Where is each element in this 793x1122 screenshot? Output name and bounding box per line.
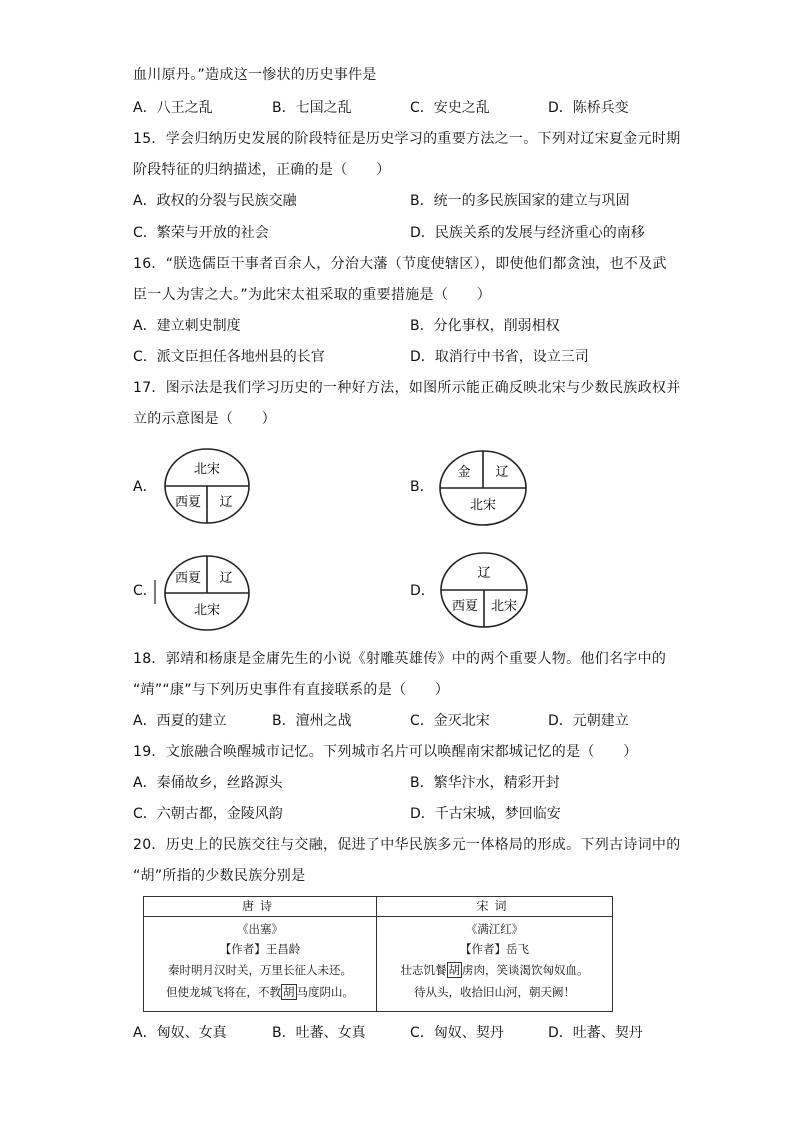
q17-b-top-right: 辽 <box>495 465 509 480</box>
q15-text-line2: 阶段特征的归纳描述，正确的是（ ） <box>133 162 391 178</box>
q17-diagram-c <box>152 554 252 632</box>
q17-c-bottom: 北宋 <box>193 603 221 618</box>
q20-text-line2: “胡”所指的少数民族分别是 <box>133 868 306 884</box>
song-ci-column <box>377 897 612 1011</box>
tang-poem-header: 唐诗 <box>144 897 376 917</box>
q14-option-c: C．安史之乱 <box>410 100 490 116</box>
q20-option-b: B．吐蕃、女真 <box>272 1025 366 1041</box>
q17-option-a-label: A． <box>133 479 157 495</box>
tang-poem-line1: 秦时明月汉时关，万里长征人未还。 <box>168 963 352 977</box>
q18-option-d: D．元朝建立 <box>548 713 629 729</box>
q17-a-bottom-left: 西夏 <box>174 495 202 510</box>
q16-option-c: C．派文臣担任各地州县的长官 <box>133 349 325 365</box>
q14-option-b: B．七国之乱 <box>272 100 352 116</box>
tang-poem-author: 【作者】王昌龄 <box>219 942 301 956</box>
q17-a-bottom-right: 辽 <box>219 495 233 510</box>
q17-b-top-left: 金 <box>457 465 471 480</box>
song-ci-line1-b: 虏肉，笑谈渴饮匈奴血。 <box>462 963 589 977</box>
q15-option-b: B．统一的多民族国家的建立与巩固 <box>410 193 630 209</box>
q20-option-c: C．匈奴、契丹 <box>410 1025 504 1041</box>
q19-option-b: B．繁华汴水，精彩开封 <box>410 775 560 791</box>
q19-option-a: A．秦俑故乡，丝路源头 <box>133 775 283 791</box>
q19-text-line1: 19．文旅融合唤醒城市记忆。下列城市名片可以唤醒南宋都城记忆的是（ ） <box>133 744 638 760</box>
tang-poem-line2 <box>144 985 376 999</box>
q17-option-c-label: C． <box>133 583 157 599</box>
q17-text-line1: 17．图示法是我们学习历史的一种好方法，如图所示能正确反映北宋与少数民族政权并 <box>133 380 681 396</box>
q17-diagram-a <box>162 447 252 525</box>
tang-poem-line2-a: 但使龙城飞将在，不教 <box>166 985 281 999</box>
tang-poem-column <box>144 897 377 1011</box>
q17-diagram-b <box>437 449 529 527</box>
tang-poem-title: 《出塞》 <box>237 922 283 936</box>
q17-option-d-label: D． <box>410 583 435 599</box>
song-ci-line2: 待从头，收拾旧山河，朝天阙！ <box>414 985 575 999</box>
q19-option-c: C．六朝古都，金陵风韵 <box>133 806 283 822</box>
q16-option-a: A．建立刺史制度 <box>133 318 241 334</box>
q18-text-line2: “靖”“康”与下列历史事件有直接联系的是（ ） <box>133 682 450 698</box>
q20-option-a: A．匈奴、女真 <box>133 1025 227 1041</box>
q14-text: 血川原丹。”造成这一惨状的历史事件是 <box>133 67 377 83</box>
q16-option-b: B．分化事权，削弱相权 <box>410 318 560 334</box>
q17-text-line2: 立的示意图是（ ） <box>133 411 276 427</box>
q15-option-a: A．政权的分裂与民族交融 <box>133 193 297 209</box>
q14-option-d: D．陈桥兵变 <box>548 100 629 116</box>
q20-option-d: D．吐蕃、契丹 <box>548 1025 643 1041</box>
song-ci-author: 【作者】岳飞 <box>460 942 529 956</box>
q17-a-top: 北宋 <box>193 462 221 477</box>
song-ci-hu-boxed: 胡 <box>448 963 460 977</box>
song-ci-line1-a: 壮志饥餐 <box>400 963 447 977</box>
q15-text-line1: 15．学会归纳历史发展的阶段特征是历史学习的重要方法之一。下列对辽宋夏金元时期 <box>133 131 681 147</box>
q19-option-d: D．千古宋城，梦回临安 <box>410 806 561 822</box>
q16-option-d: D．取消行中书省，设立三司 <box>410 349 589 365</box>
q17-option-b-label: B． <box>410 479 434 495</box>
q18-option-b: B．澶州之战 <box>272 713 352 729</box>
tang-poem-hu-boxed: 胡 <box>283 985 295 999</box>
q20-poem-table <box>143 896 613 1012</box>
q16-text-line2: 臣一人为害之大。”为此宋太祖采取的重要措施是（ ） <box>133 287 492 303</box>
q15-option-d: D．民族关系的发展与经济重心的南移 <box>410 225 645 241</box>
q17-diagram-d <box>438 551 530 629</box>
q20-text-line1: 20．历史上的民族交往与交融，促进了中华民族多元一体格局的形成。下列古诗词中的 <box>133 837 681 853</box>
q18-text-line1: 18．郭靖和杨康是金庸先生的小说《射雕英雄传》中的两个重要人物。他们名字中的 <box>133 651 667 667</box>
q15-option-c: C．繁荣与开放的社会 <box>133 225 269 241</box>
song-ci-title: 《满江红》 <box>465 922 524 936</box>
q18-option-c: C．金灭北宋 <box>410 713 490 729</box>
tang-poem-line2-b: 马度阴山。 <box>296 985 354 999</box>
q17-b-bottom: 北宋 <box>469 498 497 513</box>
q17-c-top-right: 辽 <box>219 571 233 586</box>
q17-d-top: 辽 <box>477 566 491 581</box>
q17-d-bottom-right: 北宋 <box>490 599 518 614</box>
q17-c-top-left: 西夏 <box>174 571 202 586</box>
q18-option-a: A．西夏的建立 <box>133 713 227 729</box>
q16-text-line1: 16．“朕选儒臣干事者百余人，分治大藩（节度使辖区），即使他们都贪浊，也不及武 <box>133 256 667 272</box>
q14-option-a: A．八王之乱 <box>133 100 213 116</box>
q17-d-bottom-left: 西夏 <box>451 599 479 614</box>
song-ci-line1 <box>377 963 612 977</box>
song-ci-header: 宋词 <box>377 897 612 917</box>
